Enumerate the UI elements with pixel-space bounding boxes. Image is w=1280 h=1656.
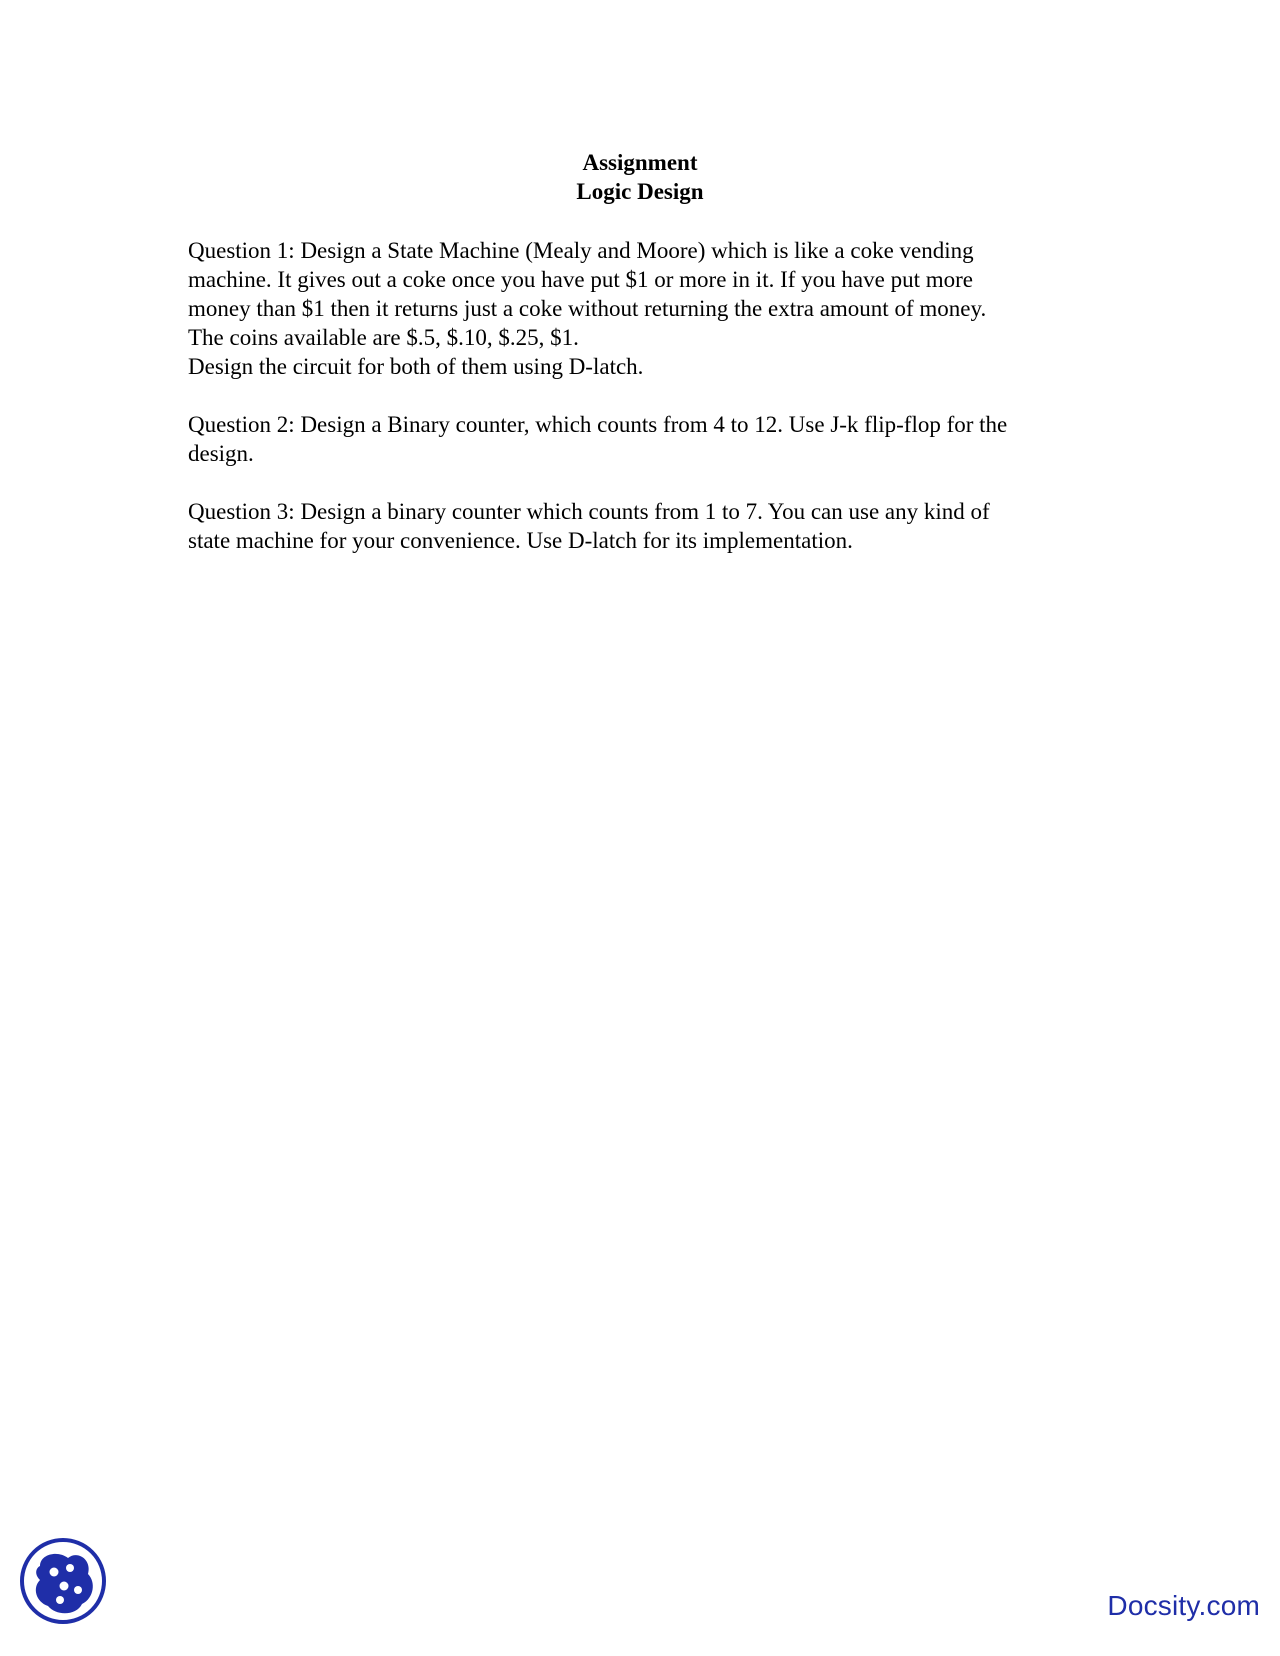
docsity-brand-link[interactable]: Docsity.com: [1107, 1590, 1260, 1621]
docsity-logo-svg: [18, 1536, 108, 1626]
question-1-line-2: machine. It gives out a coke once you have put $1 or more in it. If you have put more: [188, 267, 973, 292]
docsity-logo-icon: [18, 1536, 108, 1626]
question-1-line-5: Design the circuit for both of them using D-latch.: [188, 354, 644, 379]
question-1-paragraph: [188, 236, 1108, 381]
document-body: [188, 236, 1108, 584]
title-block: [0, 148, 1280, 206]
question-3-paragraph: [188, 497, 1108, 555]
question-3-line-1: Question 3: Design a binary counter which counts from 1 to 7. You can use any kind of: [188, 499, 990, 524]
document-title: Assignment: [582, 150, 698, 175]
question-2-line-1: Question 2: Design a Binary counter, which counts from 4 to 12. Use J-k flip-flop for the: [188, 412, 1008, 437]
question-1-line-4: The coins available are $.5, $.10, $.25, $1.: [188, 325, 579, 350]
question-2-line-2: design.: [188, 441, 254, 466]
question-1-line-1: Question 1: Design a State Machine (Mealy and Moore) which is like a coke vending: [188, 238, 974, 263]
document-subtitle: Logic Design: [576, 179, 704, 204]
question-1-line-3: money than $1 then it returns just a coke without returning the extra amount of money.: [188, 296, 987, 321]
question-2-paragraph: [188, 410, 1108, 468]
question-3-line-2: state machine for your convenience. Use D-latch for its implementation.: [188, 528, 853, 553]
